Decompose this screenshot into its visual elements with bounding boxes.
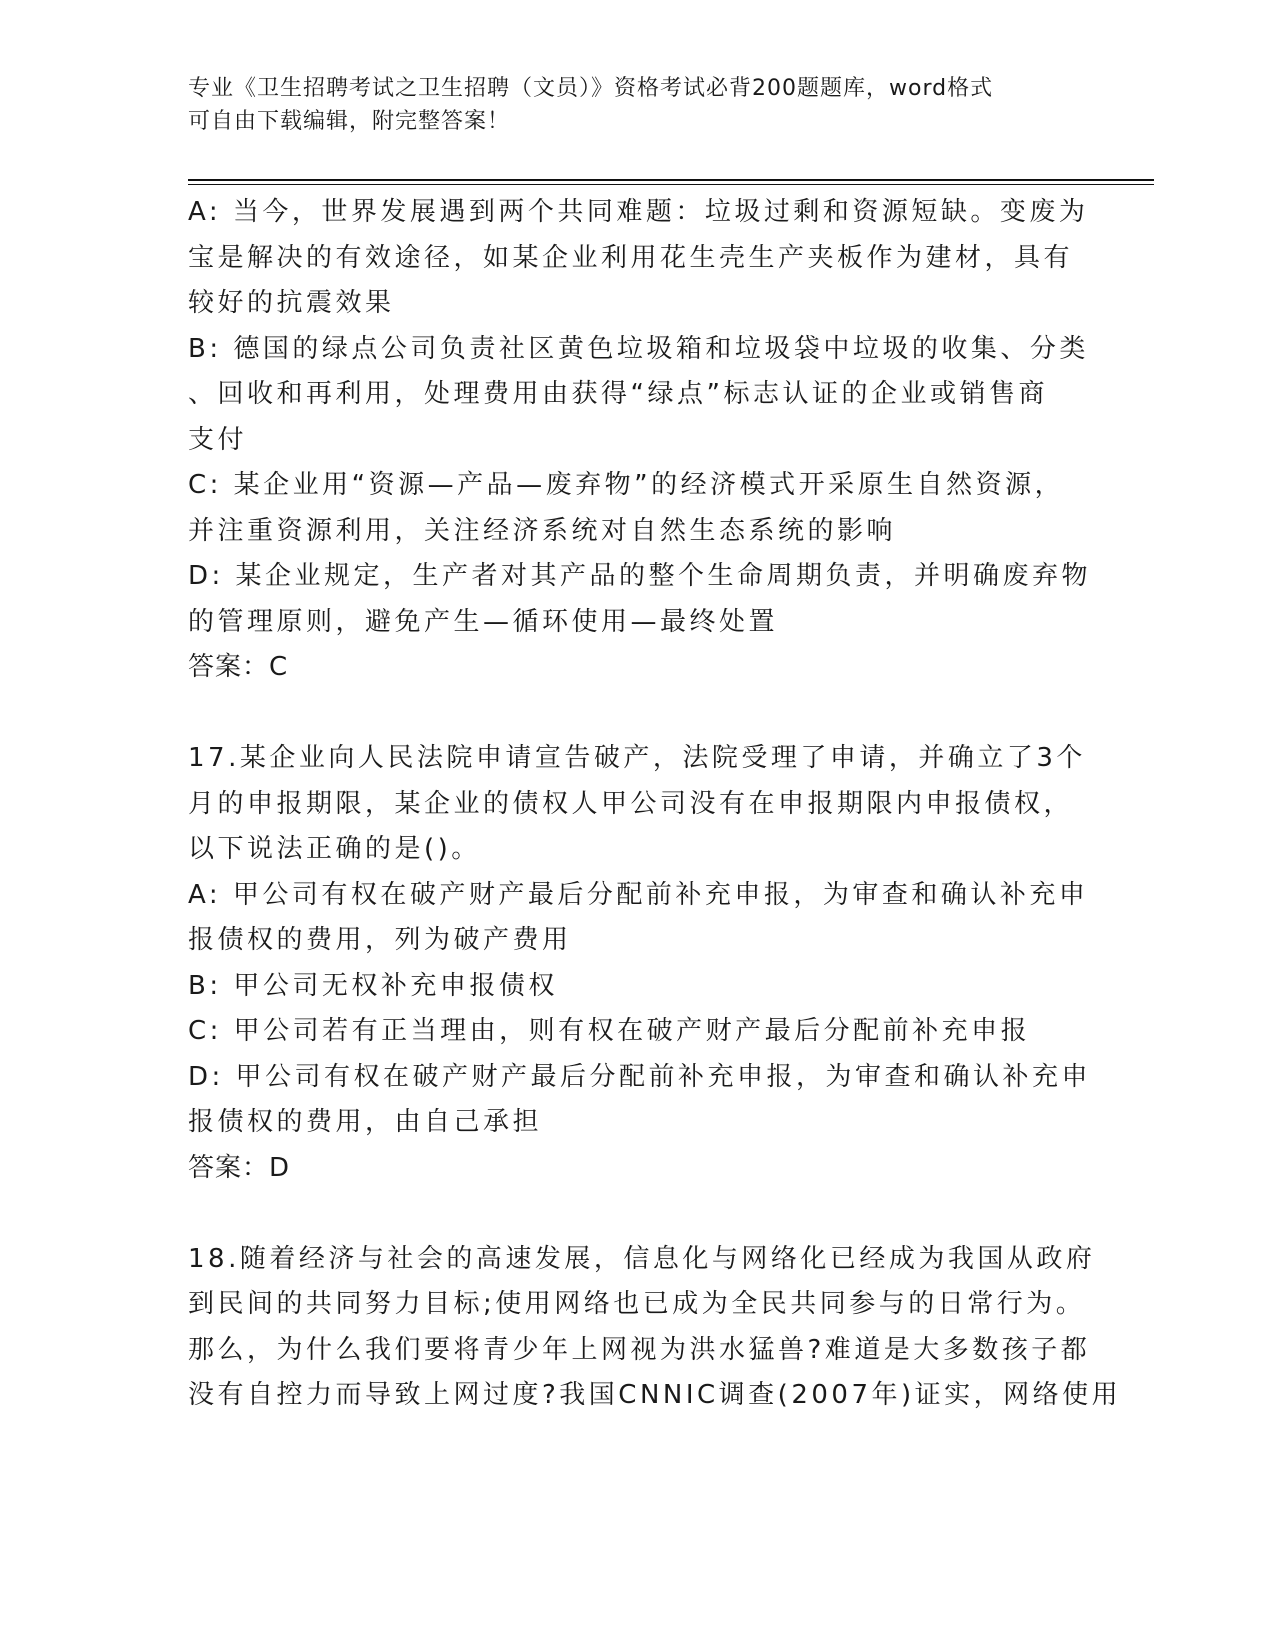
question-stem — [188, 1237, 1122, 1419]
option-b — [188, 964, 1088, 1010]
option-text-line: 的管理原则，避免产生—循环使用—最终处置 — [188, 606, 779, 637]
option-text-line: A: 甲公司有权在破产财产最后分配前补充申报，为审查和确认补充申 — [188, 879, 1089, 910]
question-16 — [188, 190, 1092, 691]
option-a — [188, 873, 1088, 964]
stem-text-line: 月的申报期限，某企业的债权人甲公司没有在申报期限内申报债权， — [188, 788, 1074, 819]
question-spacer — [188, 1191, 1088, 1237]
document-header — [188, 72, 1088, 138]
option-text-line: A: 当今，世界发展遇到两个共同难题：垃圾过剩和资源短缺。变废为 — [188, 197, 1089, 227]
question-content — [188, 190, 1122, 1419]
option-text-line: D: 某企业规定，生产者对其产品的整个生命周期负责，并明确废弃物 — [188, 561, 1092, 591]
option-text-line: 报债权的费用，由自己承担 — [188, 1107, 543, 1137]
option-d — [188, 554, 1092, 645]
option-text-line: 支付 — [188, 424, 248, 455]
option-text-line: 较好的抗震效果 — [188, 288, 395, 318]
question-spacer — [188, 691, 1088, 737]
answer-label: 答案：C — [188, 652, 289, 682]
question-stem — [188, 736, 1088, 873]
option-text-line: D: 甲公司有权在破产财产最后分配前补充申报，为审查和确认补充申 — [188, 1061, 1092, 1092]
question-18 — [188, 1237, 1122, 1419]
stem-text-line: 17.某企业向人民法院申请宣告破产，法院受理了申请，并确立了3个 — [188, 743, 1086, 773]
stem-text-line: 到民间的共同努力目标;使用网络也已成为全民共同参与的日常行为。 — [188, 1289, 1086, 1319]
option-text-line: 宝是解决的有效途径，如某企业利用花生壳生产夹板作为建材，具有 — [188, 242, 1074, 273]
header-title-line-2: 可自由下载编辑，附完整答案！ — [188, 109, 511, 134]
stem-text-line: 没有自控力而导致上网过度?我国CNNIC调查(2007年)证实，网络使用 — [188, 1380, 1122, 1410]
stem-text-line: 以下说法正确的是()。 — [188, 834, 481, 864]
stem-text-line: 那么，为什么我们要将青少年上网视为洪水猛兽?难道是大多数孩子都 — [188, 1334, 1091, 1365]
answer-label: 答案：D — [188, 1152, 291, 1183]
header-divider-thin — [188, 184, 1154, 185]
option-text-line: 并注重资源利用，关注经济系统对自然生态系统的影响 — [188, 515, 897, 546]
option-text-line: C: 甲公司若有正当理由，则有权在破产财产最后分配前补充申报 — [188, 1016, 1031, 1046]
option-text-line: 、回收和再利用，处理费用由获得“绿点”标志认证的企业或销售商 — [188, 379, 1048, 409]
option-text-line: C: 某企业用“资源—产品—废弃物”的经济模式开采原生自然资源， — [188, 470, 1065, 500]
option-a — [188, 190, 1088, 327]
option-c — [188, 463, 1088, 554]
option-c — [188, 1009, 1088, 1055]
header-divider-thick — [188, 179, 1154, 181]
option-text-line: 报债权的费用，列为破产费用 — [188, 925, 572, 955]
option-text-line: B: 甲公司无权补充申报债权 — [188, 970, 558, 1001]
option-text-line: B: 德国的绿点公司负责社区黄色垃圾箱和垃圾袋中垃圾的收集、分类 — [188, 333, 1089, 364]
option-b — [188, 327, 1088, 464]
question-17 — [188, 736, 1092, 1191]
option-d — [188, 1055, 1092, 1146]
header-title-line-1: 专业《卫生招聘考试之卫生招聘（文员）》资格考试必背200题题库，word格式 — [188, 76, 994, 101]
stem-text-line: 18.随着经济与社会的高速发展，信息化与网络化已经成为我国从政府 — [188, 1243, 1096, 1274]
